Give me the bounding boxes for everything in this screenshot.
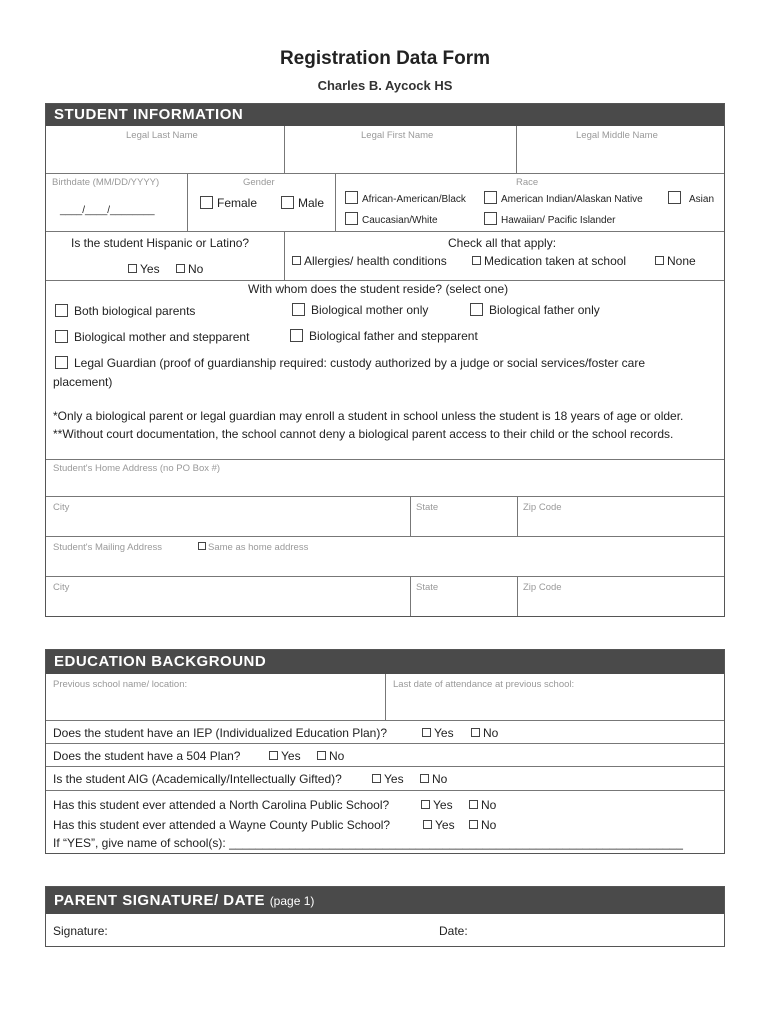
check-all-label: Check all that apply: bbox=[448, 236, 557, 250]
mailing-state-field[interactable] bbox=[411, 577, 517, 617]
legal-guardian-continued: placement) bbox=[53, 375, 113, 389]
last-name-field[interactable] bbox=[46, 126, 284, 173]
race-native-option[interactable]: American Indian/Alaskan Native bbox=[484, 191, 643, 205]
previous-school-field[interactable] bbox=[46, 674, 385, 720]
aig-yes-checkbox[interactable] bbox=[372, 774, 381, 783]
home-zip-label: Zip Code bbox=[523, 502, 562, 513]
mailing-zip-field[interactable] bbox=[518, 577, 724, 617]
both-parents-checkbox[interactable] bbox=[55, 304, 68, 317]
residence-block bbox=[46, 280, 724, 459]
male-checkbox[interactable] bbox=[281, 196, 294, 209]
iep-no-option[interactable]: No bbox=[471, 726, 498, 740]
home-address-row[interactable] bbox=[46, 459, 724, 496]
home-city-row bbox=[46, 496, 724, 536]
plan504-no-option[interactable]: No bbox=[317, 749, 344, 763]
wayne-no-option[interactable]: No bbox=[469, 818, 496, 832]
father-only-checkbox[interactable] bbox=[470, 303, 483, 316]
race-asian-option[interactable]: Asian bbox=[668, 191, 714, 205]
mailing-address-label: Student's Mailing Address bbox=[53, 542, 163, 553]
home-zip-field[interactable] bbox=[518, 497, 724, 537]
race-asian-checkbox[interactable] bbox=[668, 191, 681, 204]
nc-yes-checkbox[interactable] bbox=[421, 800, 430, 809]
wayne-public-school-question: Has this student ever attended a Wayne County Public School? bbox=[53, 818, 391, 832]
enrollment-note: *Only a biological parent or legal guardian may enroll a student in school unless the student is 18 years of age or older. bbox=[53, 409, 684, 423]
mailing-address-row[interactable] bbox=[46, 536, 724, 576]
student-information-header: STUDENT INFORMATION bbox=[46, 104, 724, 126]
home-address-label: Student's Home Address (no PO Box #) bbox=[53, 463, 221, 474]
mailing-city-field[interactable] bbox=[46, 577, 410, 617]
hispanic-yes-checkbox[interactable] bbox=[128, 264, 137, 273]
mailing-city-row bbox=[46, 576, 724, 616]
names-row bbox=[46, 126, 724, 173]
previous-school-label: Previous school name/ location: bbox=[53, 679, 188, 690]
race-white-checkbox[interactable] bbox=[345, 212, 358, 225]
race-black-option[interactable]: African-American/Black bbox=[345, 191, 466, 205]
school-names-field[interactable]: If “YES”, give name of school(s): ____________________________________________________________________ bbox=[53, 836, 683, 850]
signature-field[interactable] bbox=[116, 914, 426, 946]
same-as-home-option[interactable]: Same as home address bbox=[198, 542, 308, 553]
race-label: Race bbox=[516, 177, 539, 188]
race-hawaiian-checkbox[interactable] bbox=[484, 212, 497, 225]
iep-row bbox=[46, 720, 724, 743]
public-school-history-block bbox=[46, 790, 724, 853]
father-stepparent-option[interactable]: Biological father and stepparent bbox=[290, 329, 478, 343]
wayne-yes-option[interactable]: Yes bbox=[423, 818, 455, 832]
date-field[interactable] bbox=[476, 914, 716, 946]
wayne-yes-checkbox[interactable] bbox=[423, 820, 432, 829]
last-date-field[interactable] bbox=[386, 674, 724, 720]
middle-name-label: Legal Middle Name bbox=[576, 130, 658, 141]
father-stepparent-checkbox[interactable] bbox=[290, 329, 303, 342]
race-native-checkbox[interactable] bbox=[484, 191, 497, 204]
aig-row bbox=[46, 766, 724, 790]
page-indicator: (page 1) bbox=[269, 894, 315, 908]
hispanic-question: Is the student Hispanic or Latino? bbox=[71, 236, 250, 250]
iep-yes-option[interactable]: Yes bbox=[422, 726, 454, 740]
education-background-header: EDUCATION BACKGROUND bbox=[46, 650, 724, 674]
student-information-section bbox=[45, 103, 725, 617]
allergies-option[interactable]: Allergies/ health conditions bbox=[292, 254, 447, 268]
plan504-yes-checkbox[interactable] bbox=[269, 751, 278, 760]
aig-yes-option[interactable]: Yes bbox=[372, 772, 404, 786]
plan504-question: Does the student have a 504 Plan? bbox=[53, 749, 241, 763]
parent-signature-header: PARENT SIGNATURE/ DATE (page 1) bbox=[46, 887, 724, 914]
iep-no-checkbox[interactable] bbox=[471, 728, 480, 737]
iep-yes-checkbox[interactable] bbox=[422, 728, 431, 737]
allergies-checkbox[interactable] bbox=[292, 256, 301, 265]
first-name-label: Legal First Name bbox=[361, 130, 434, 141]
medication-checkbox[interactable] bbox=[472, 256, 481, 265]
race-black-checkbox[interactable] bbox=[345, 191, 358, 204]
plan504-yes-option[interactable]: Yes bbox=[269, 749, 301, 763]
aig-question: Is the student AIG (Academically/Intellectually Gifted)? bbox=[53, 772, 342, 786]
nc-yes-option[interactable]: Yes bbox=[421, 798, 453, 812]
mother-only-option[interactable]: Biological mother only bbox=[292, 303, 428, 317]
plan504-row bbox=[46, 743, 724, 766]
home-city-field[interactable] bbox=[46, 497, 410, 537]
gender-label: Gender bbox=[243, 177, 275, 188]
parent-signature-section bbox=[45, 886, 725, 947]
mailing-zip-label: Zip Code bbox=[523, 582, 562, 593]
birthdate-field[interactable]: ____/____/________ bbox=[60, 205, 155, 216]
form-title: Registration Data Form bbox=[279, 48, 491, 69]
reside-question: With whom does the student reside? (select one) bbox=[248, 282, 509, 296]
aig-no-checkbox[interactable] bbox=[420, 774, 429, 783]
signature-row bbox=[46, 914, 724, 946]
hispanic-yes-option[interactable]: Yes bbox=[128, 262, 160, 276]
medication-option[interactable]: Medication taken at school bbox=[472, 254, 626, 268]
female-checkbox[interactable] bbox=[200, 196, 213, 209]
gender-female-option[interactable]: Female bbox=[200, 196, 257, 210]
first-name-field[interactable] bbox=[285, 126, 516, 173]
mother-stepparent-checkbox[interactable] bbox=[55, 330, 68, 343]
hispanic-no-checkbox[interactable] bbox=[176, 264, 185, 273]
previous-school-row bbox=[46, 674, 724, 720]
plan504-no-checkbox[interactable] bbox=[317, 751, 326, 760]
signature-label: Signature: bbox=[53, 924, 108, 938]
none-checkbox[interactable] bbox=[655, 256, 664, 265]
mother-stepparent-option[interactable]: Biological mother and stepparent bbox=[55, 330, 249, 344]
date-label: Date: bbox=[439, 924, 468, 938]
legal-guardian-option[interactable]: Legal Guardian (proof of guardianship required: custody authorized by a judge or social services/foster care bbox=[55, 356, 645, 370]
race-hawaiian-option[interactable]: Hawaiian/ Pacific Islander bbox=[484, 212, 616, 226]
aig-no-option[interactable]: No bbox=[420, 772, 447, 786]
mailing-state-label: State bbox=[416, 582, 439, 593]
iep-question: Does the student have an IEP (Individualized Education Plan)? bbox=[53, 726, 387, 740]
mother-only-checkbox[interactable] bbox=[292, 303, 305, 316]
gender-male-option[interactable]: Male bbox=[281, 196, 324, 210]
court-documentation-note: **Without court documentation, the school cannot deny a biological parent access to their child or the school records. bbox=[53, 427, 674, 441]
hispanic-health-row bbox=[46, 231, 724, 280]
both-parents-option[interactable]: Both biological parents bbox=[55, 304, 195, 318]
birthdate-label: Birthdate (MM/DD/YYYY) bbox=[52, 177, 160, 188]
last-date-label: Last date of attendance at previous school: bbox=[393, 679, 575, 690]
home-city-label: City bbox=[53, 502, 70, 513]
father-only-option[interactable]: Biological father only bbox=[470, 303, 600, 317]
nc-no-checkbox[interactable] bbox=[469, 800, 478, 809]
race-white-option[interactable]: Caucasian/White bbox=[345, 212, 438, 226]
mailing-city-label: City bbox=[53, 582, 70, 593]
home-state-label: State bbox=[416, 502, 439, 513]
education-background-section bbox=[45, 649, 725, 854]
middle-name-field[interactable] bbox=[517, 126, 724, 173]
hispanic-no-option[interactable]: No bbox=[176, 262, 203, 276]
home-state-field[interactable] bbox=[411, 497, 517, 537]
same-as-home-checkbox[interactable] bbox=[198, 542, 206, 550]
none-option[interactable]: None bbox=[655, 254, 696, 268]
wayne-no-checkbox[interactable] bbox=[469, 820, 478, 829]
legal-guardian-checkbox[interactable] bbox=[55, 356, 68, 369]
last-name-label: Legal Last Name bbox=[126, 130, 198, 141]
nc-public-school-question: Has this student ever attended a North Carolina Public School? bbox=[53, 798, 390, 812]
nc-no-option[interactable]: No bbox=[469, 798, 496, 812]
demographics-row bbox=[46, 173, 724, 231]
school-name: Charles B. Aycock HS bbox=[317, 78, 453, 93]
